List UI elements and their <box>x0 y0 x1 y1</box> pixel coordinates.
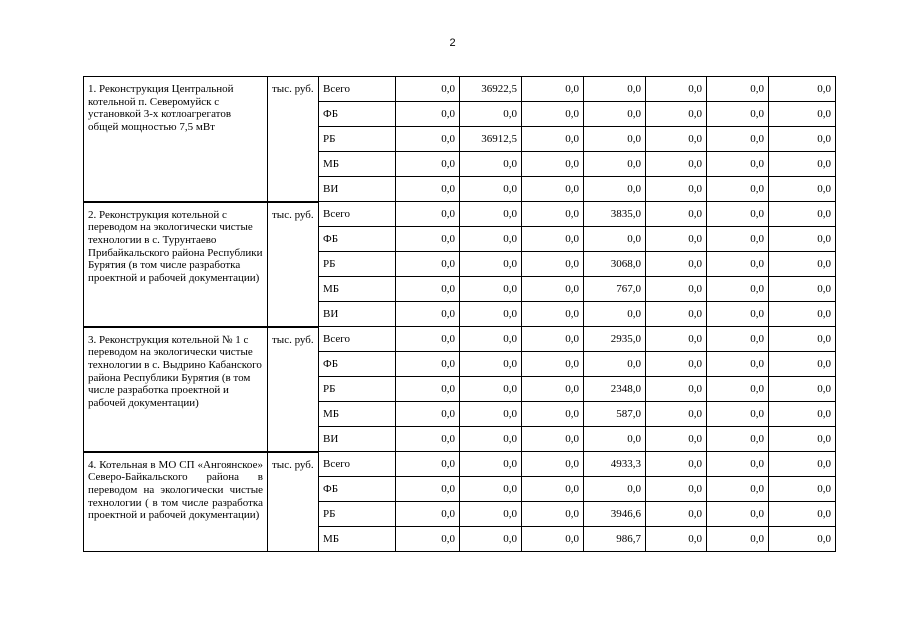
funding-source: МБ <box>319 527 396 552</box>
amount-cell: 0,0 <box>646 277 707 302</box>
amount-cell: 0,0 <box>396 352 460 377</box>
amount-cell: 0,0 <box>460 227 522 252</box>
amount-cell: 0,0 <box>522 427 584 452</box>
funding-source: РБ <box>319 252 396 277</box>
funding-source: ВИ <box>319 177 396 202</box>
amount-cell: 0,0 <box>707 502 769 527</box>
amount-cell: 36922,5 <box>460 77 522 102</box>
amount-cell: 0,0 <box>522 477 584 502</box>
amount-cell: 0,0 <box>707 277 769 302</box>
amount-cell: 0,0 <box>460 377 522 402</box>
amount-cell: 0,0 <box>769 477 836 502</box>
amount-cell: 0,0 <box>707 252 769 277</box>
project-description: 3. Реконструкция котельной № 1 с переводом на экологически чистые технологии в с. Выдрино Кабанского района Республики Бурятия (в том числе разработка проектной и рабочей документации) <box>84 327 268 452</box>
amount-cell: 0,0 <box>646 352 707 377</box>
amount-cell: 0,0 <box>646 402 707 427</box>
amount-cell: 0,0 <box>769 377 836 402</box>
amount-cell: 0,0 <box>646 77 707 102</box>
amount-cell: 0,0 <box>522 527 584 552</box>
amount-cell: 0,0 <box>396 77 460 102</box>
amount-cell: 767,0 <box>584 277 646 302</box>
amount-cell: 0,0 <box>522 452 584 477</box>
amount-cell: 0,0 <box>584 152 646 177</box>
amount-cell: 0,0 <box>584 427 646 452</box>
amount-cell: 0,0 <box>396 227 460 252</box>
page-number: 2 <box>449 37 456 49</box>
amount-cell: 0,0 <box>646 102 707 127</box>
amount-cell: 0,0 <box>396 127 460 152</box>
amount-cell: 0,0 <box>460 402 522 427</box>
amount-cell: 0,0 <box>584 177 646 202</box>
amount-cell: 0,0 <box>460 477 522 502</box>
amount-cell: 0,0 <box>769 152 836 177</box>
project-description: 2. Реконструкция котельной с переводом на экологически чистые технологии в с. Турунтаево Прибайкальского района Республики Бурятия (в том числе разработка проектной и рабочей документации) <box>84 202 268 327</box>
funding-source: ФБ <box>319 102 396 127</box>
amount-cell: 0,0 <box>460 527 522 552</box>
unit-of-measure: тыс. руб. <box>268 327 319 452</box>
amount-cell: 587,0 <box>584 402 646 427</box>
amount-cell: 0,0 <box>396 427 460 452</box>
amount-cell: 0,0 <box>460 102 522 127</box>
amount-cell: 0,0 <box>769 277 836 302</box>
funding-table-body <box>84 77 836 552</box>
amount-cell: 0,0 <box>460 152 522 177</box>
amount-cell: 0,0 <box>460 327 522 352</box>
funding-source: ФБ <box>319 477 396 502</box>
amount-cell: 0,0 <box>769 252 836 277</box>
amount-cell: 0,0 <box>769 527 836 552</box>
amount-cell: 0,0 <box>396 502 460 527</box>
amount-cell: 0,0 <box>707 377 769 402</box>
amount-cell: 0,0 <box>646 302 707 327</box>
amount-cell: 0,0 <box>646 477 707 502</box>
project-description: 4. Котельная в МО СП «Ангоянское» Северо-Байкальского района в переводом на экологически чистые технологии ( в том числе разработка проектной и рабочей документации) <box>84 452 268 552</box>
amount-cell: 0,0 <box>522 227 584 252</box>
amount-cell: 0,0 <box>396 102 460 127</box>
amount-cell: 0,0 <box>646 202 707 227</box>
amount-cell: 0,0 <box>646 377 707 402</box>
amount-cell: 0,0 <box>646 502 707 527</box>
amount-cell: 0,0 <box>769 302 836 327</box>
amount-cell: 0,0 <box>769 102 836 127</box>
amount-cell: 0,0 <box>707 452 769 477</box>
amount-cell: 0,0 <box>646 177 707 202</box>
amount-cell: 3946,6 <box>584 502 646 527</box>
amount-cell: 0,0 <box>396 327 460 352</box>
amount-cell: 0,0 <box>522 252 584 277</box>
amount-cell: 0,0 <box>460 277 522 302</box>
funding-source: РБ <box>319 502 396 527</box>
amount-cell: 0,0 <box>522 352 584 377</box>
unit-of-measure: тыс. руб. <box>268 77 319 202</box>
amount-cell: 0,0 <box>646 227 707 252</box>
amount-cell: 0,0 <box>646 127 707 152</box>
funding-source: ВИ <box>319 302 396 327</box>
amount-cell: 0,0 <box>707 77 769 102</box>
amount-cell: 0,0 <box>707 102 769 127</box>
funding-source: МБ <box>319 402 396 427</box>
amount-cell: 0,0 <box>646 252 707 277</box>
funding-source: Всего <box>319 327 396 352</box>
amount-cell: 0,0 <box>522 202 584 227</box>
funding-table <box>83 76 836 552</box>
funding-source: РБ <box>319 127 396 152</box>
amount-cell: 36912,5 <box>460 127 522 152</box>
funding-source: ФБ <box>319 227 396 252</box>
funding-source: Всего <box>319 452 396 477</box>
amount-cell: 0,0 <box>769 177 836 202</box>
amount-cell: 0,0 <box>396 452 460 477</box>
amount-cell: 0,0 <box>584 302 646 327</box>
amount-cell: 0,0 <box>460 502 522 527</box>
amount-cell: 0,0 <box>584 102 646 127</box>
amount-cell: 3068,0 <box>584 252 646 277</box>
amount-cell: 986,7 <box>584 527 646 552</box>
amount-cell: 0,0 <box>769 427 836 452</box>
amount-cell: 0,0 <box>707 477 769 502</box>
amount-cell: 0,0 <box>460 302 522 327</box>
amount-cell: 0,0 <box>769 327 836 352</box>
amount-cell: 0,0 <box>707 302 769 327</box>
amount-cell: 0,0 <box>646 452 707 477</box>
table-row <box>84 202 836 227</box>
amount-cell: 0,0 <box>707 352 769 377</box>
amount-cell: 0,0 <box>522 502 584 527</box>
amount-cell: 2348,0 <box>584 377 646 402</box>
funding-source: Всего <box>319 77 396 102</box>
amount-cell: 0,0 <box>522 77 584 102</box>
funding-source: ФБ <box>319 352 396 377</box>
amount-cell: 0,0 <box>769 452 836 477</box>
amount-cell: 0,0 <box>396 302 460 327</box>
amount-cell: 0,0 <box>707 127 769 152</box>
amount-cell: 0,0 <box>460 352 522 377</box>
amount-cell: 0,0 <box>396 277 460 302</box>
amount-cell: 0,0 <box>584 77 646 102</box>
unit-of-measure: тыс. руб. <box>268 202 319 327</box>
amount-cell: 0,0 <box>584 477 646 502</box>
funding-source: МБ <box>319 277 396 302</box>
amount-cell: 0,0 <box>769 227 836 252</box>
amount-cell: 0,0 <box>769 352 836 377</box>
amount-cell: 0,0 <box>460 202 522 227</box>
amount-cell: 0,0 <box>522 177 584 202</box>
amount-cell: 0,0 <box>584 127 646 152</box>
amount-cell: 0,0 <box>769 77 836 102</box>
amount-cell: 0,0 <box>396 477 460 502</box>
amount-cell: 0,0 <box>522 327 584 352</box>
amount-cell: 0,0 <box>646 527 707 552</box>
amount-cell: 0,0 <box>707 527 769 552</box>
amount-cell: 0,0 <box>396 152 460 177</box>
amount-cell: 0,0 <box>769 202 836 227</box>
amount-cell: 0,0 <box>584 227 646 252</box>
amount-cell: 0,0 <box>707 427 769 452</box>
amount-cell: 0,0 <box>396 527 460 552</box>
amount-cell: 0,0 <box>396 177 460 202</box>
table-row <box>84 327 836 352</box>
amount-cell: 0,0 <box>396 252 460 277</box>
amount-cell: 0,0 <box>460 177 522 202</box>
amount-cell: 0,0 <box>396 402 460 427</box>
amount-cell: 4933,3 <box>584 452 646 477</box>
amount-cell: 0,0 <box>396 377 460 402</box>
amount-cell: 0,0 <box>522 152 584 177</box>
funding-source: ВИ <box>319 427 396 452</box>
amount-cell: 0,0 <box>707 227 769 252</box>
funding-source: РБ <box>319 377 396 402</box>
project-description: 1. Реконструкция Центральной котельной п. Северомуйск с установкой 3-х котлоагрегатов общей мощностью 7,5 мВт <box>84 77 268 202</box>
amount-cell: 0,0 <box>646 327 707 352</box>
amount-cell: 0,0 <box>522 377 584 402</box>
amount-cell: 0,0 <box>460 427 522 452</box>
amount-cell: 0,0 <box>460 452 522 477</box>
amount-cell: 0,0 <box>522 127 584 152</box>
amount-cell: 0,0 <box>707 402 769 427</box>
amount-cell: 0,0 <box>769 127 836 152</box>
amount-cell: 0,0 <box>646 152 707 177</box>
amount-cell: 3835,0 <box>584 202 646 227</box>
amount-cell: 0,0 <box>707 327 769 352</box>
unit-of-measure: тыс. руб. <box>268 452 319 552</box>
amount-cell: 0,0 <box>707 202 769 227</box>
amount-cell: 0,0 <box>522 102 584 127</box>
amount-cell: 0,0 <box>707 177 769 202</box>
amount-cell: 0,0 <box>769 402 836 427</box>
table-row <box>84 452 836 477</box>
amount-cell: 0,0 <box>769 502 836 527</box>
amount-cell: 0,0 <box>707 152 769 177</box>
table-row <box>84 77 836 102</box>
amount-cell: 0,0 <box>522 277 584 302</box>
amount-cell: 0,0 <box>584 352 646 377</box>
funding-source: Всего <box>319 202 396 227</box>
amount-cell: 0,0 <box>522 302 584 327</box>
amount-cell: 0,0 <box>522 402 584 427</box>
amount-cell: 0,0 <box>646 427 707 452</box>
amount-cell: 0,0 <box>460 252 522 277</box>
amount-cell: 2935,0 <box>584 327 646 352</box>
amount-cell: 0,0 <box>396 202 460 227</box>
funding-source: МБ <box>319 152 396 177</box>
